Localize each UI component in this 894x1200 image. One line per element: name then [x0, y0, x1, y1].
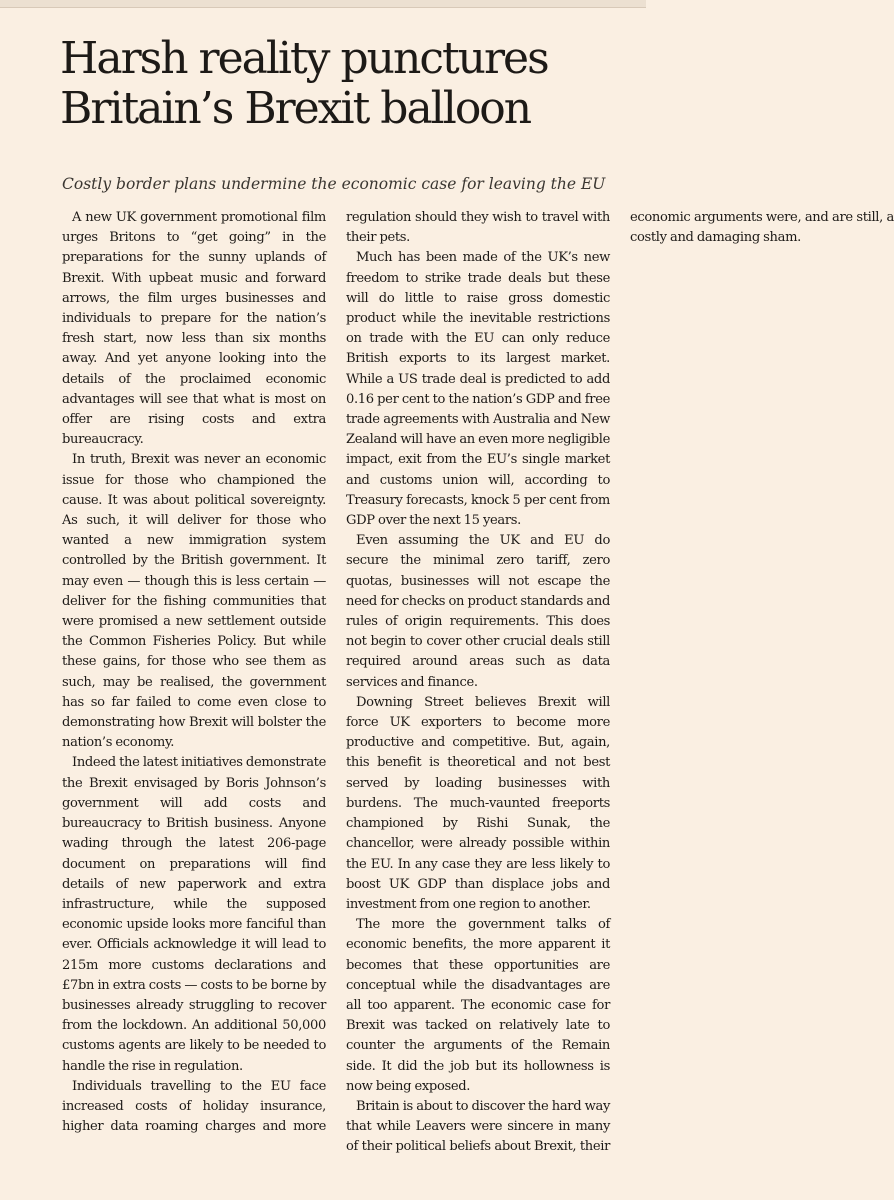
headline: Harsh reality punctures Britain’s Brexit balloon — [60, 33, 548, 134]
standfirst: Costly border plans undermine the economic case for leaving the EU — [62, 175, 606, 193]
article-paragraph: Indeed the latest initiatives demonstrate the Brexit envisaged by Boris Johnson’s government will add costs and bureaucracy to British business. Anyone wading through the latest 206-page document on preparations will find details of new paperwork and extra infrastructure, while the supposed economic upside looks more fanciful than ever. Officials acknowledge it will lead to 215m more customs declarations and £7bn in extra costs — costs to be borne by businesses already struggling to recover from the lockdown. An additional 50,000 customs agents are likely to be needed to handle the rise in regulation. — [62, 755, 326, 1074]
article-paragraph: In truth, Brexit was never an economic issue for those who championed the cause. It was about political sovereignty. As such, it will deliver for those who wanted a new immigration system controlled by the British government. It may even — though this is less certain — deliver for the fishing communities that were promised a new settlement outside the Common Fisheries Policy. But while these gains, for those who see them as such, may be realised, the government has so far failed to come even close to demonstrating how Brexit will bolster the nation’s economy. — [62, 452, 326, 751]
top-rule — [0, 0, 646, 8]
article-paragraph: Even assuming the UK and EU do secure the minimal zero tariff, zero quotas, businesses will not escape the need for checks on product standards and rules of origin requirements. This does not begin to cover other crucial deals still required around areas such as data services and finance. — [346, 533, 610, 690]
article-paragraph: Much has been made of the UK’s new freedom to strike trade deals but these will do little to raise gross domestic product while the inevitable restrictions on trade with the EU can only reduce British exports to its largest market. While a US trade deal is predicted to add 0.16 per cent to the nation’s GDP and free trade agreements with Australia and New Zealand will have an even more negligible impact, exit from the EU’s single market and customs union will, according to Treasury forecasts, knock 5 per cent from GDP over the next 15 years. — [346, 250, 610, 529]
article-paragraph: Individuals travelling to the EU face increased costs of holiday insurance, higher data roaming charges and more regulation should they wish to travel with their pets. — [62, 210, 610, 1135]
article-paragraph: A new UK government promotional film urges Britons to “get going” in the preparations for the sunny uplands of Brexit. With upbeat music and forward arrows, the film urges businesses and individuals to prepare for the nation’s fresh start, now less than six months away. And yet anyone looking into the details of the proclaimed economic advantages will see that what is most on offer are rising costs and extra bureaucracy. — [62, 210, 326, 448]
article-paragraph: Downing Street believes Brexit will force UK exporters to become more productive and competitive. But, again, this benefit is theoretical and not best served by loading businesses with burdens. The much-vaunted freeports championed by Rishi Sunak, the chancellor, were already possible within the EU. In any case they are less likely to boost UK GDP than displace jobs and investment from one region to another. — [346, 694, 610, 912]
article-paragraph: The more the government talks of economic benefits, the more apparent it becomes that these opportunities are conceptual while the disadvantages are all too apparent. The economic case for Brexit was tacked on relatively late to counter the arguments of the Remain side. It did the job but its hollowness is now being exposed. — [346, 917, 610, 1094]
article-body — [62, 208, 894, 1168]
article-paragraph: Britain is about to discover the hard way that while Leavers were sincere in many of their political beliefs about Brexit, their economic arguments were, and are still, a costly and damaging sham. — [346, 210, 894, 1155]
